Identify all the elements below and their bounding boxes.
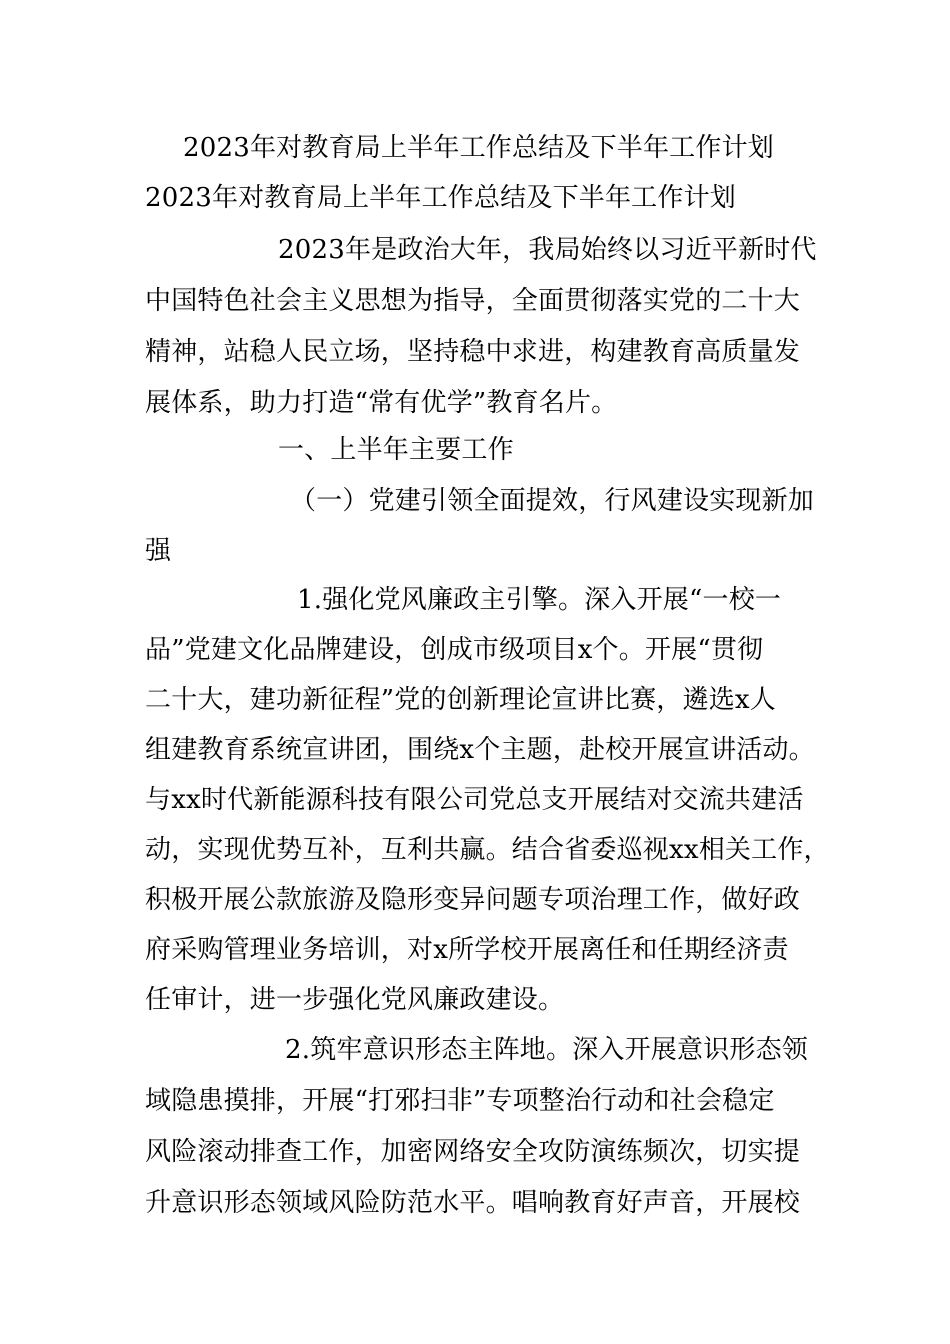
item1-line-9: 任审计，进一步强化党风廉政建设。 — [145, 985, 565, 1015]
intro-line-2: 中国特色社会主义思想为指导，全面贯彻落实党的二十大 — [145, 286, 801, 316]
subsection-heading-line-2: 强 — [145, 536, 172, 566]
intro-line-1: 2023年是政治大年，我局始终以习近平新时代 — [278, 235, 817, 265]
item1-line-7: 积极开展公款旅游及隐形变异问题专项治理工作，做好政 — [145, 885, 801, 915]
item1-line-3: 二十大，建功新征程”党的创新理论宣讲比赛，遴选x人 — [145, 685, 776, 715]
item1-line-1: 1.强化党风廉政主引擎。深入开展“一校一 — [297, 585, 782, 615]
document-title: 2023年对教育局上半年工作总结及下半年工作计划 — [183, 133, 774, 163]
item1-line-8: 府采购管理业务培训，对x所学校开展离任和任期经济责 — [145, 935, 789, 965]
item2-line-3: 风险滚动排查工作，加密网络安全攻防演练频次，切实提 — [145, 1137, 801, 1167]
item1-line-4: 组建教育系统宣讲团，围绕x个主题，赴校开展宣讲活动。 — [145, 735, 815, 765]
item1-line-2: 品”党建文化品牌建设，创成市级项目x个。开展“贯彻 — [145, 635, 764, 665]
document-subtitle: 2023年对教育局上半年工作总结及下半年工作计划 — [145, 183, 736, 213]
subsection-heading-line-1: （一）党建引领全面提效，行风建设实现新加 — [290, 486, 815, 516]
section-heading: 一、上半年主要工作 — [278, 435, 514, 465]
item2-line-1: 2.筑牢意识形态主阵地。深入开展意识形态领 — [285, 1035, 809, 1065]
intro-line-3: 精神，站稳人民立场，坚持稳中求进，构建教育高质量发 — [145, 337, 801, 367]
item1-line-6: 动，实现优势互补，互利共赢。结合省委巡视xx相关工作， — [145, 835, 830, 865]
item2-line-2: 域隐患摸排，开展“打邪扫非”专项整治行动和社会稳定 — [145, 1086, 775, 1116]
intro-line-4: 展体系，助力打造“常有优学”教育名片。 — [145, 388, 618, 418]
item1-line-5: 与xx时代新能源科技有限公司党总支开展结对交流共建活 — [145, 785, 804, 815]
item2-line-4: 升意识形态领域风险防范水平。唱响教育好声音，开展校 — [145, 1188, 801, 1218]
